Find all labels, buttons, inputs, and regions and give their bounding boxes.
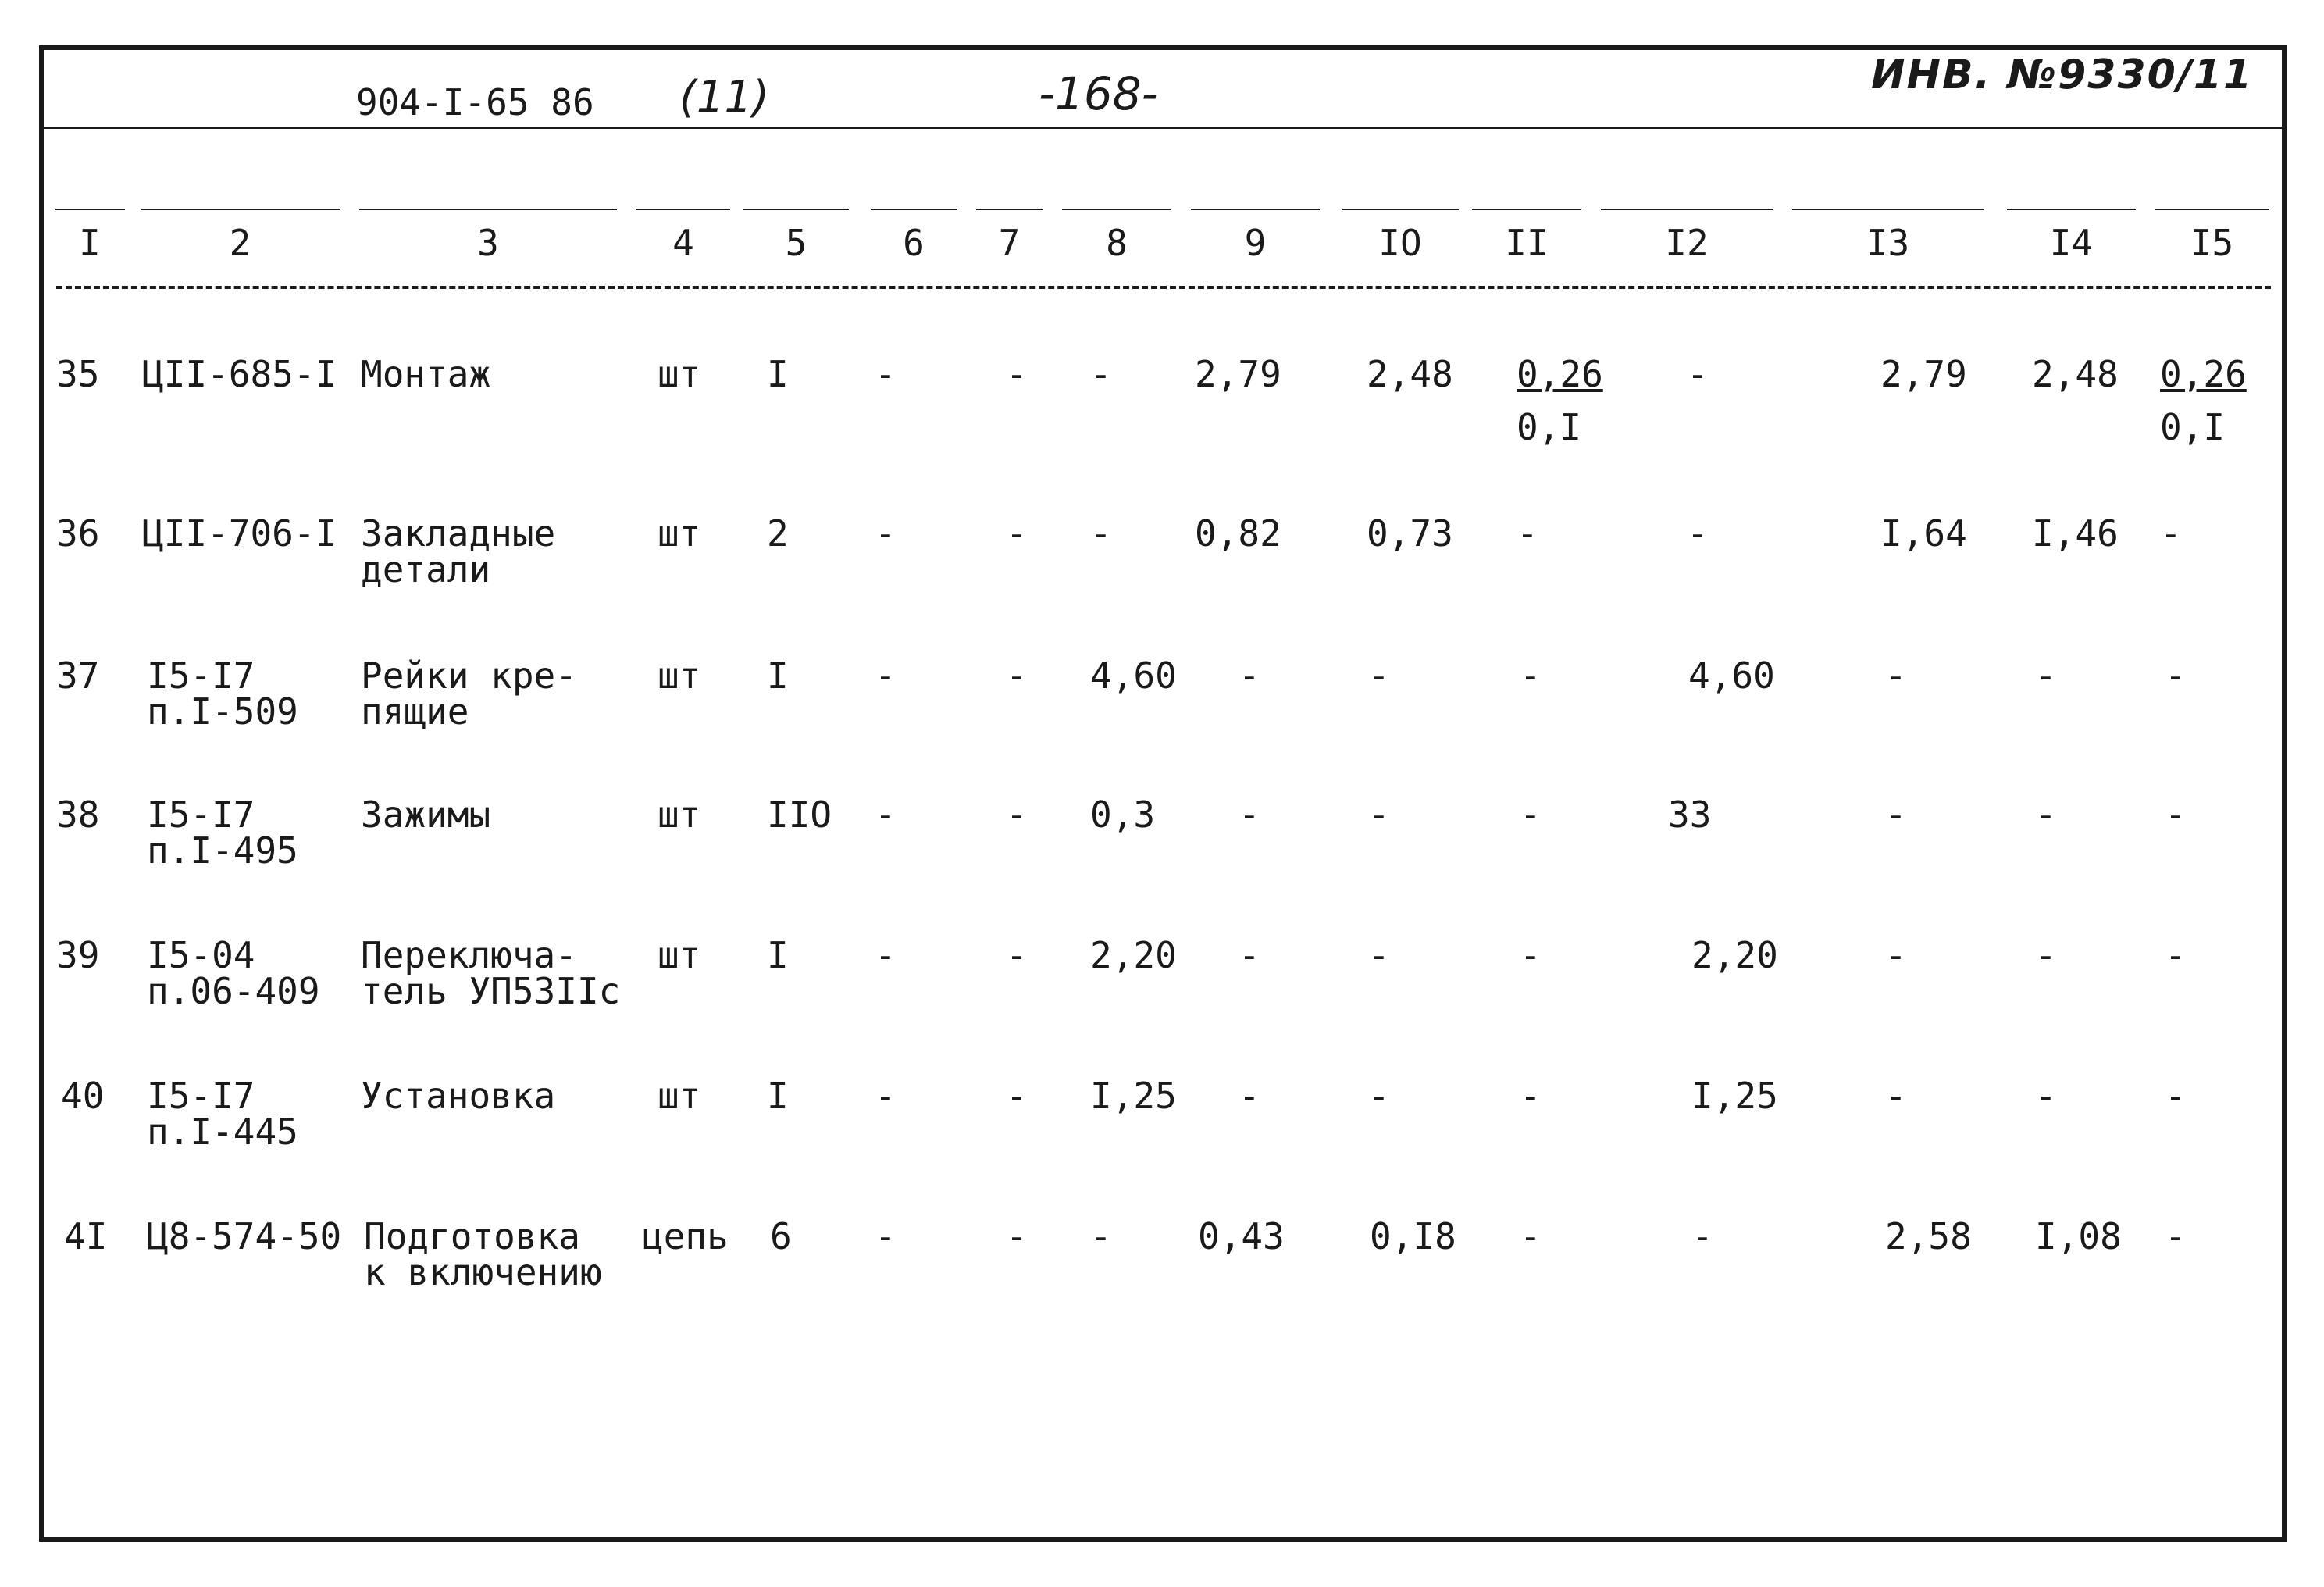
col-6-value: - <box>875 512 896 555</box>
col-13-value: I,64 <box>1880 512 1967 555</box>
col-12-value: 4,60 <box>1688 654 1775 697</box>
col-13-value: - <box>1885 794 1907 836</box>
col-13-value: 2,58 <box>1885 1215 1972 1257</box>
col-10-value: 0,73 <box>1367 512 1453 555</box>
col-9-value: 0,43 <box>1198 1215 1285 1257</box>
col-8-value: I,25 <box>1090 1075 1177 1117</box>
col-10-value: - <box>1368 654 1390 697</box>
col-7-value: - <box>1006 353 1028 395</box>
col-14-value: - <box>2035 1075 2057 1117</box>
column-number: IO <box>1342 209 1459 270</box>
col-15-value: - <box>2165 934 2187 976</box>
col-8-value: 2,20 <box>1090 934 1177 976</box>
norm-code: I5-04 п.06-409 <box>147 934 320 1012</box>
col-9-value: - <box>1239 654 1260 697</box>
column-number: 2 <box>141 209 340 270</box>
col-11-value: - <box>1517 512 1538 555</box>
col-15-value: - <box>2165 654 2187 697</box>
column-number: I2 <box>1601 209 1773 270</box>
col-7-value: - <box>1006 1215 1028 1257</box>
col-9-value: 0,82 <box>1195 512 1281 555</box>
unit: шт <box>658 654 701 697</box>
col-10-value: 0,I8 <box>1370 1215 1456 1257</box>
col-12-value: - <box>1687 353 1709 395</box>
col-14-value: I,08 <box>2035 1215 2122 1257</box>
quantity: 6 <box>770 1215 792 1257</box>
unit: шт <box>658 934 701 976</box>
unit: шт <box>658 512 701 555</box>
col-13-value: - <box>1885 654 1907 697</box>
col-11-subvalue: 0,I <box>1517 406 1582 448</box>
col-15-value: - <box>2160 512 2182 555</box>
col-9-value: - <box>1239 934 1260 976</box>
table-row <box>0 654 2324 751</box>
col-7-value: - <box>1006 512 1028 555</box>
work-name: Монтаж <box>361 353 491 395</box>
col-14-value: 2,48 <box>2032 353 2119 395</box>
col-11-value: 0,26 <box>1517 353 1603 395</box>
col-8-value: 4,60 <box>1090 654 1177 697</box>
table-row <box>0 1215 2324 1312</box>
column-number: 3 <box>359 209 617 270</box>
col-13-value: - <box>1885 1075 1907 1117</box>
norm-code: ЦII-685-I <box>142 353 337 395</box>
work-name: Переключа- тель УП53IIс <box>361 934 621 1012</box>
table-row <box>0 934 2324 1031</box>
column-number: I <box>55 209 125 270</box>
col-6-value: - <box>875 353 896 395</box>
row-number: 36 <box>56 512 100 555</box>
col-11-value: - <box>1520 934 1542 976</box>
work-name: Установка <box>361 1075 556 1117</box>
column-number: 4 <box>636 209 730 270</box>
table-row <box>0 512 2324 609</box>
col-14-value: - <box>2035 794 2057 836</box>
col-12-value: 33 <box>1668 794 1712 836</box>
row-number: 4I <box>64 1215 108 1257</box>
quantity: IIO <box>767 794 832 836</box>
page-number: -168- <box>1039 67 1158 120</box>
col-12-value: I,25 <box>1691 1075 1778 1117</box>
column-number-rule <box>56 286 2271 289</box>
col-7-value: - <box>1006 794 1028 836</box>
quantity: I <box>767 934 789 976</box>
col-11-value: - <box>1520 654 1542 697</box>
unit: шт <box>658 1075 701 1117</box>
col-6-value: - <box>875 1215 896 1257</box>
document-code: 904-I-65 86 <box>356 81 594 123</box>
norm-code: Ц8-574-50 <box>147 1215 342 1257</box>
col-12-value: - <box>1687 512 1709 555</box>
quantity: I <box>767 1075 789 1117</box>
sheet-number: (11) <box>679 72 769 123</box>
unit: цепь <box>642 1215 729 1257</box>
column-number: I3 <box>1792 209 1984 270</box>
col-6-value: - <box>875 794 896 836</box>
col-10-value: - <box>1368 934 1390 976</box>
col-10-value: 2,48 <box>1367 353 1453 395</box>
norm-code: I5-I7 п.I-495 <box>147 794 298 872</box>
col-8-value: - <box>1090 512 1112 555</box>
work-name: Рейки кре- пящие <box>361 654 577 733</box>
col-14-value: I,46 <box>2032 512 2119 555</box>
col-7-value: - <box>1006 934 1028 976</box>
unit: шт <box>658 353 701 395</box>
col-9-value: - <box>1239 794 1260 836</box>
col-8-value: - <box>1090 353 1112 395</box>
col-15-value: - <box>2165 1075 2187 1117</box>
col-14-value: - <box>2035 654 2057 697</box>
row-number: 35 <box>56 353 100 395</box>
col-7-value: - <box>1006 654 1028 697</box>
col-12-value: - <box>1691 1215 1713 1257</box>
col-13-value: - <box>1885 934 1907 976</box>
col-8-value: 0,3 <box>1090 794 1156 836</box>
col-6-value: - <box>875 654 896 697</box>
col-15-value: - <box>2165 1215 2187 1257</box>
col-9-value: 2,79 <box>1195 353 1281 395</box>
table-row <box>0 353 2324 450</box>
norm-code: ЦII-706-I <box>142 512 337 555</box>
row-number: 40 <box>61 1075 105 1117</box>
col-10-value: - <box>1368 1075 1390 1117</box>
work-name: Закладные детали <box>361 512 556 590</box>
quantity: I <box>767 654 789 697</box>
norm-code: I5-I7 п.I-509 <box>147 654 298 733</box>
col-11-value: - <box>1520 1215 1542 1257</box>
header-rule <box>39 127 2287 129</box>
table-row <box>0 1075 2324 1172</box>
column-number: 8 <box>1062 209 1171 270</box>
col-11-value: - <box>1520 1075 1542 1117</box>
col-15-value: - <box>2165 794 2187 836</box>
col-11-value: - <box>1520 794 1542 836</box>
col-15-subvalue: 0,I <box>2160 406 2226 448</box>
row-number: 38 <box>56 794 100 836</box>
column-number: I4 <box>2007 209 2136 270</box>
col-6-value: - <box>875 934 896 976</box>
work-name: Зажимы <box>361 794 491 836</box>
inventory-number: ИНВ. №9330/11 <box>1871 52 2254 98</box>
norm-code: I5-I7 п.I-445 <box>147 1075 298 1153</box>
column-number: 7 <box>976 209 1043 270</box>
row-number: 39 <box>56 934 100 976</box>
col-8-value: - <box>1090 1215 1112 1257</box>
col-15-value: 0,26 <box>2160 353 2247 395</box>
quantity: 2 <box>767 512 789 555</box>
column-number: 9 <box>1191 209 1320 270</box>
column-number: 6 <box>871 209 957 270</box>
column-number: I5 <box>2155 209 2269 270</box>
table-row <box>0 794 2324 890</box>
column-number: 5 <box>743 209 849 270</box>
col-14-value: - <box>2035 934 2057 976</box>
col-12-value: 2,20 <box>1691 934 1778 976</box>
quantity: I <box>767 353 789 395</box>
col-6-value: - <box>875 1075 896 1117</box>
unit: шт <box>658 794 701 836</box>
row-number: 37 <box>56 654 100 697</box>
col-13-value: 2,79 <box>1880 353 1967 395</box>
work-name: Подготовка к включению <box>364 1215 602 1293</box>
column-number: II <box>1472 209 1581 270</box>
col-9-value: - <box>1239 1075 1260 1117</box>
col-7-value: - <box>1006 1075 1028 1117</box>
col-10-value: - <box>1368 794 1390 836</box>
